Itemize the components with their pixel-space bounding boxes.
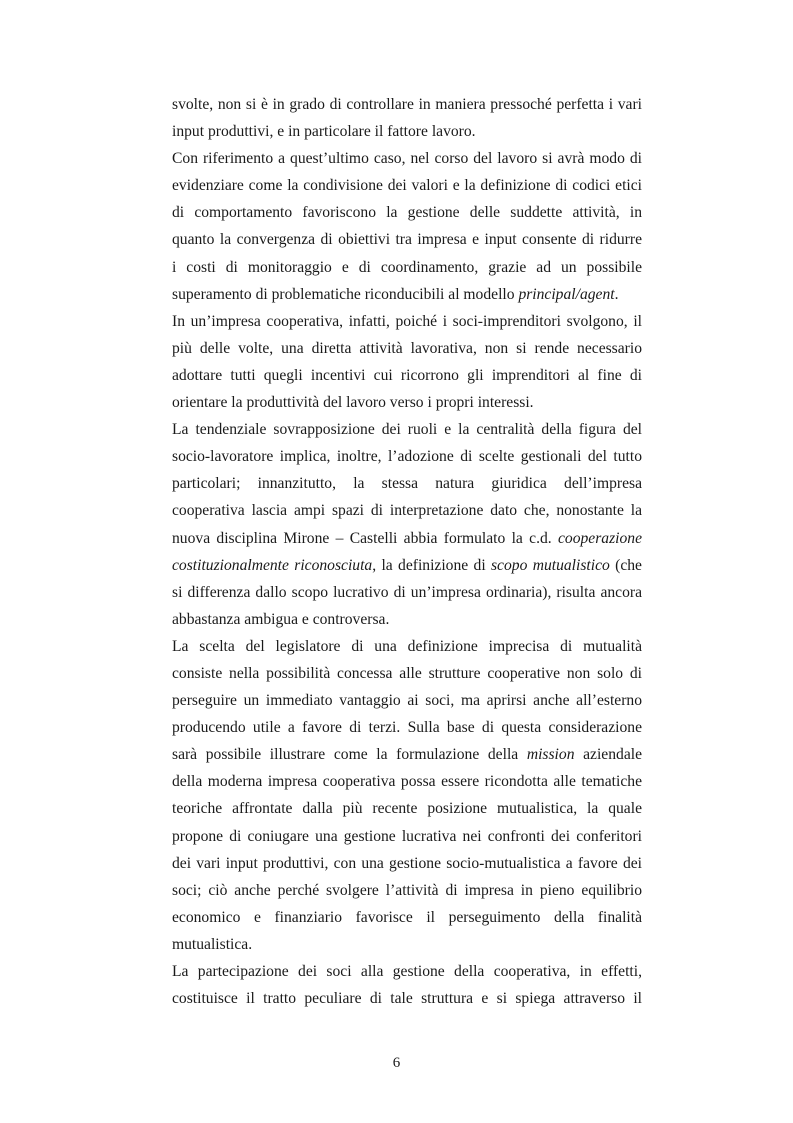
text-run: abbastanza ambigua e controversa.	[172, 610, 390, 628]
text-line	[172, 606, 642, 633]
text-run: teoriche affrontate dalla più recente posizione mutualistica, la quale	[172, 800, 642, 818]
text-run: input produttivi, e in particolare il fattore lavoro.	[172, 123, 476, 141]
text-run: mutualistica.	[172, 935, 253, 953]
text-line	[172, 525, 642, 552]
text-run: sarà possibile illustrare come la formulazione della	[172, 746, 527, 764]
text-run: (che	[609, 556, 642, 574]
text-run: superamento di problematiche riconducibili al modello	[172, 285, 519, 303]
text-line	[172, 768, 642, 795]
text-line	[172, 579, 642, 606]
text-run: della moderna impresa cooperativa possa essere ricondotta alle tematiche	[172, 773, 642, 791]
text-line	[172, 281, 642, 308]
paragraph	[172, 633, 642, 958]
text-run: propone di coniugare una gestione lucrativa nei confronti dei conferitori	[172, 827, 642, 845]
text-run: Con riferimento a quest’ultimo caso, nel corso del lavoro si avrà modo di	[172, 150, 642, 168]
text-run: nuova disciplina Mirone – Castelli abbia formulato la c.d.	[172, 529, 558, 547]
text-line	[172, 254, 642, 281]
text-line	[172, 687, 642, 714]
text-run: costituisce il tratto peculiare di tale struttura e si spiega attraverso il	[172, 990, 642, 1008]
text-line	[172, 633, 642, 660]
text-run: più delle volte, una diretta attività lavorativa, non si rende necessario	[172, 339, 642, 357]
italic-term: scopo mutualistico	[490, 556, 610, 574]
text-line	[172, 335, 642, 362]
paragraph	[172, 958, 642, 1012]
paragraph	[172, 145, 642, 308]
text-line	[172, 741, 642, 768]
text-line	[172, 91, 642, 118]
italic-term: cooperazione	[557, 529, 642, 547]
text-run: La scelta del legislatore di una definizione imprecisa di mutualità	[172, 637, 642, 655]
text-line	[172, 552, 642, 579]
text-line	[172, 308, 642, 335]
text-run: quanto la convergenza di obiettivi tra impresa e input consente di ridurre	[172, 231, 642, 249]
text-line	[172, 145, 642, 172]
page-number: 6	[392, 1055, 401, 1071]
text-line	[172, 470, 642, 497]
text-run: perseguire un immediato vantaggio ai soci, ma aprirsi anche all’esterno	[172, 692, 642, 710]
text-run: La tendenziale sovrapposizione dei ruoli e la centralità della figura del	[172, 421, 642, 439]
text-line	[172, 118, 642, 145]
text-line	[172, 416, 642, 443]
text-run: cooperativa lascia ampi spazi di interpretazione dato che, nonostante la	[172, 502, 642, 520]
text-run: producendo utile a favore di terzi. Sulla base di questa considerazione	[172, 719, 642, 737]
text-run: dei vari input produttivi, con una gestione socio-mutualistica a favore dei	[172, 854, 642, 872]
text-run: aziendale	[574, 746, 642, 764]
text-line	[172, 199, 642, 226]
text-run: evidenziare come la condivisione dei valori e la definizione di codici etici	[172, 177, 642, 195]
text-run: orientare la produttività del lavoro verso i propri interessi.	[172, 394, 534, 412]
text-line	[172, 823, 642, 850]
text-line	[172, 877, 642, 904]
document-body	[172, 91, 642, 1012]
text-run: consiste nella possibilità concessa alle strutture cooperative non solo di	[172, 664, 642, 682]
text-line	[172, 226, 642, 253]
text-line	[172, 931, 642, 958]
text-line	[172, 795, 642, 822]
text-run: socio-lavoratore implica, inoltre, l’adozione di scelte gestionali del tutto	[172, 448, 642, 466]
paragraph	[172, 308, 642, 416]
italic-term: principal/agent	[518, 285, 615, 303]
text-line	[172, 497, 642, 524]
text-line	[172, 985, 642, 1012]
text-line	[172, 389, 642, 416]
paragraph	[172, 416, 642, 633]
text-line	[172, 714, 642, 741]
text-run: In un’impresa cooperativa, infatti, poiché i soci-imprenditori svolgono, il	[172, 312, 642, 330]
text-run: particolari; innanzitutto, la stessa natura giuridica dell’impresa	[172, 475, 642, 493]
text-run: .	[614, 285, 619, 303]
italic-term: mission	[526, 746, 575, 764]
text-line	[172, 904, 642, 931]
text-line	[172, 443, 642, 470]
text-line	[172, 362, 642, 389]
text-line	[172, 660, 642, 687]
italic-term: costituzionalmente riconosciuta	[172, 556, 373, 574]
text-line	[172, 172, 642, 199]
text-line	[172, 958, 642, 985]
text-run: adottare tutti quegli incentivi cui ricorrono gli imprenditori al fine di	[172, 366, 642, 384]
text-run: , la definizione di	[372, 556, 491, 574]
text-run: La partecipazione dei soci alla gestione della cooperativa, in effetti,	[172, 963, 642, 980]
text-run: economico e finanziario favorisce il perseguimento della finalità	[172, 908, 642, 926]
text-run: soci; ciò anche perché svolgere l’attività di impresa in pieno equilibrio	[172, 881, 642, 899]
text-line	[172, 850, 642, 877]
text-run: i costi di monitoraggio e di coordinamento, grazie ad un possibile	[172, 258, 642, 276]
paragraph	[172, 91, 642, 145]
text-run: svolte, non si è in grado di controllare in maniera pressoché perfetta i vari	[172, 96, 642, 113]
text-run: di comportamento favoriscono la gestione delle suddette attività, in	[172, 204, 642, 222]
text-run: si differenza dallo scopo lucrativo di un’impresa ordinaria), risulta ancora	[172, 583, 642, 601]
